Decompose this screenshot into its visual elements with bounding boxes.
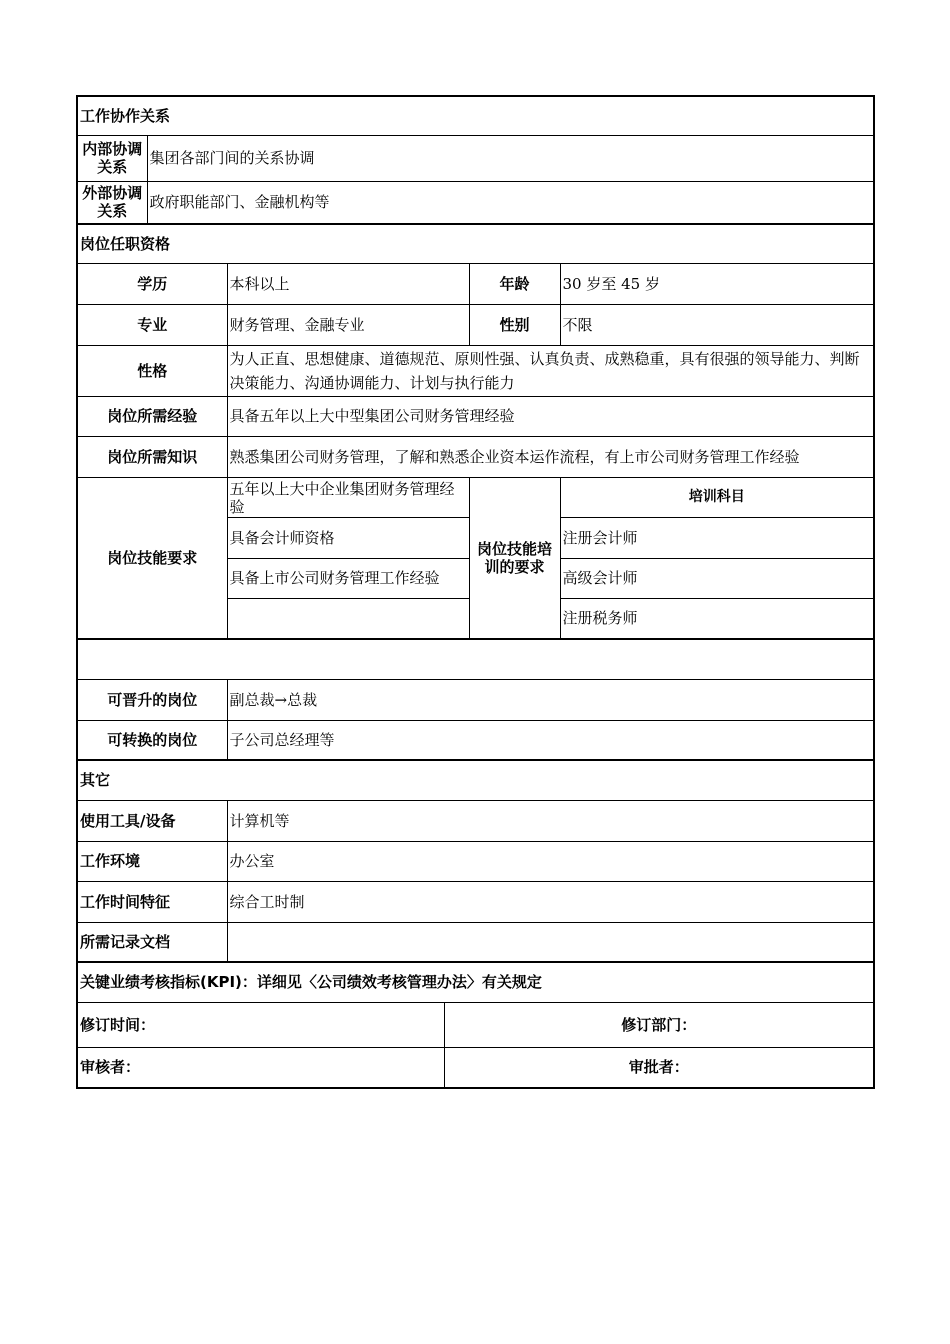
skills-label: 岗位技能要求 [77, 477, 227, 639]
documents-label: 所需记录文档 [77, 922, 227, 962]
qualifications-table [76, 223, 875, 640]
internal-coordination-value: 集团各部门间的关系协调 [147, 135, 874, 181]
career-table [76, 638, 875, 761]
collaboration-section-title: 工作协作关系 [77, 96, 874, 135]
internal-coordination-label: 内部协调关系 [77, 135, 147, 181]
revise-dept-label: 修订部门： [444, 1002, 874, 1047]
other-section-title: 其它 [77, 760, 874, 800]
other-table [76, 759, 875, 963]
skill-item [227, 598, 469, 639]
tools-value: 计算机等 [227, 800, 874, 841]
reviewer-label: 审核者： [77, 1047, 444, 1088]
personality-label: 性格 [77, 345, 227, 396]
work-time-value: 综合工时制 [227, 881, 874, 922]
knowledge-value: 熟悉集团公司财务管理，了解和熟悉企业资本运作流程，有上市公司财务管理工作经验 [227, 436, 874, 477]
approver-label: 审批者： [444, 1047, 874, 1088]
transfer-value: 子公司总经理等 [227, 720, 874, 760]
age-label: 年龄 [469, 263, 560, 304]
documents-value [227, 922, 874, 962]
promotion-label: 可晋升的岗位 [77, 679, 227, 720]
education-label: 学历 [77, 263, 227, 304]
gender-label: 性别 [469, 304, 560, 345]
career-blank-row [77, 639, 874, 679]
training-item: 高级会计师 [560, 558, 874, 598]
tools-label: 使用工具/设备 [77, 800, 227, 841]
work-time-label: 工作时间特征 [77, 881, 227, 922]
age-value: 30 岁至 45 岁 [560, 263, 874, 304]
kpi-table [76, 961, 875, 1089]
external-coordination-label: 外部协调关系 [77, 181, 147, 224]
environment-value: 办公室 [227, 841, 874, 881]
kpi-text: 关键业绩考核指标(KPI)：详细见〈公司绩效考核管理办法〉有关规定 [77, 962, 874, 1002]
knowledge-label: 岗位所需知识 [77, 436, 227, 477]
revise-time-label: 修订时间： [77, 1002, 444, 1047]
training-item: 注册税务师 [560, 598, 874, 639]
skill-item: 具备会计师资格 [227, 517, 469, 558]
promotion-value: 副总裁→总裁 [227, 679, 874, 720]
major-label: 专业 [77, 304, 227, 345]
skill-item: 具备上市公司财务管理工作经验 [227, 558, 469, 598]
skill-item: 五年以上大中企业集团财务管理经验 [227, 477, 469, 517]
job-description-sheet [76, 95, 873, 1089]
external-coordination-value: 政府职能部门、金融机构等 [147, 181, 874, 224]
gender-value: 不限 [560, 304, 874, 345]
training-label: 岗位技能培训的要求 [469, 477, 560, 639]
training-header: 培训科目 [560, 477, 874, 517]
education-value: 本科以上 [227, 263, 469, 304]
experience-value: 具备五年以上大中型集团公司财务管理经验 [227, 396, 874, 436]
major-value: 财务管理、金融专业 [227, 304, 469, 345]
personality-value: 为人正直、思想健康、道德规范、原则性强、认真负责、成熟稳重，具有很强的领导能力、判断决策能力、沟通协调能力、计划与执行能力 [227, 345, 874, 396]
qualifications-section-title: 岗位任职资格 [77, 224, 874, 263]
environment-label: 工作环境 [77, 841, 227, 881]
experience-label: 岗位所需经验 [77, 396, 227, 436]
training-item: 注册会计师 [560, 517, 874, 558]
collaboration-table [76, 95, 875, 225]
transfer-label: 可转换的岗位 [77, 720, 227, 760]
